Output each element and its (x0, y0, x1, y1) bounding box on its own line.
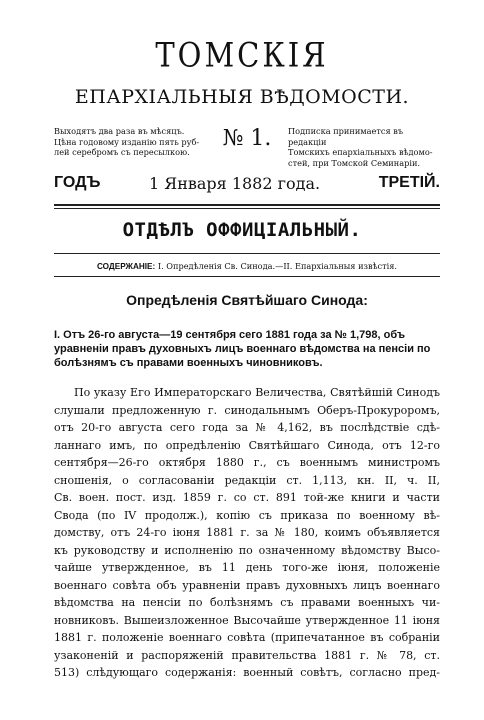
schedule-line: Выходятъ два раза въ мѣсяцъ. (54, 126, 185, 136)
body-line: 1881 г. положеніе военнаго совѣта (припечатанное въ собраніи (54, 631, 440, 644)
body-line: новниковъ. Вышеизложенное Высочайше утвержденное 11 іюня (54, 613, 440, 627)
divider (54, 253, 440, 254)
decree-line: І. Отъ 26-го августа—19 сентября сего 1881 года за № 1,798, объ (54, 329, 406, 341)
body-line: военнаго совѣта объ уравненіи правъ духовныхъ лицъ военнаго (54, 578, 440, 592)
schedule-line: лей серебромъ съ пересылкою. (54, 147, 190, 157)
divider (54, 204, 440, 206)
body-line: 513) слѣдующаго содержанія: военный совѣтъ, согласно пред- (54, 666, 440, 679)
subscription-info (288, 126, 438, 168)
body-line: къ руководству и исполненію по означенному вѣдомству Высо- (54, 543, 440, 557)
contents-text: І. Опредѣленія Св. Синода.—II. Епархіальныя извѣстія. (157, 261, 398, 271)
section-title: ОТДѢЛЪ ОФФИЦІАЛЬНЫЙ. (122, 219, 362, 241)
body-line: Св. воен. пост. изд. 1859 г. со ст. 891 той-же книги и части (54, 491, 440, 504)
article-heading: Опредѣленія Святѣйшаго Синода: (126, 292, 368, 308)
article-body (54, 384, 440, 682)
masthead-title: ТОМСКІЯ (155, 35, 329, 75)
body-line: отъ 20-го августа сего года за № 4,162, въ послѣдствіе сдѣ- (54, 421, 440, 434)
divider (54, 208, 440, 209)
body-line: домству, отъ 24-го іюня 1881 г. за № 180, коимъ объявляется (54, 526, 440, 539)
masthead-subtitle: ЕПАРХІАЛЬНЫЯ ВѢДОМОСТИ. (74, 86, 410, 108)
body-line: ланнаго имъ, по опредѣленію Святѣйшаго Синода, отъ 12-го (54, 438, 440, 452)
body-line: Свода (по IV продолж.), копію съ приказа по военному вѣ- (54, 508, 440, 522)
body-line: сентября—26-го октября 1880 г., съ военнымъ министромъ (54, 456, 440, 469)
subscription-line: Томскихъ епархіальныхъ вѣдомо- (288, 147, 433, 157)
decree-title (54, 328, 440, 370)
publication-schedule (54, 126, 204, 158)
issue-date: 1 Января 1882 года. (149, 174, 321, 193)
body-line: узаконеній и распоряженій правительства 1881 г. № 78, ст. (54, 648, 440, 662)
table-of-contents (54, 261, 440, 271)
body-line: сношенія, о согласованіи редакціи ст. 1,113, кн. II, ч. II, (54, 473, 440, 487)
year-label: ГОДЪ (54, 174, 101, 191)
divider (54, 276, 440, 277)
issue-number: № 1. (222, 126, 272, 151)
schedule-line: Цѣна годовому изданію пять руб- (54, 136, 200, 147)
year-ordinal: ТРЕТІЙ. (378, 174, 440, 191)
body-line: слушали предложенную г. синодальнымъ Оберъ-Прокуроромъ, (54, 403, 440, 417)
decree-line: уравненіи правъ духовныхъ лицъ военнаго вѣдомства на пенсіи по (54, 343, 431, 355)
subscription-line: стей, при Томской Семинаріи. (288, 157, 421, 168)
subscription-line: Подписка принимается въ редакціи (288, 126, 404, 147)
body-line: чайше утвержденное, въ 11 день того-же іюня, положеніе (54, 561, 440, 574)
body-line: вѣдомства на пенсіи по болѣзнямъ съ правами военныхъ чи- (54, 596, 440, 609)
contents-label: СОДЕРЖАНІЕ: (96, 262, 156, 271)
body-line: По указу Его Императорскаго Величества, Святѣйшій Синодъ (74, 386, 440, 399)
decree-line: болѣзнямъ съ правами военныхъ чиновниковъ. (54, 357, 323, 369)
